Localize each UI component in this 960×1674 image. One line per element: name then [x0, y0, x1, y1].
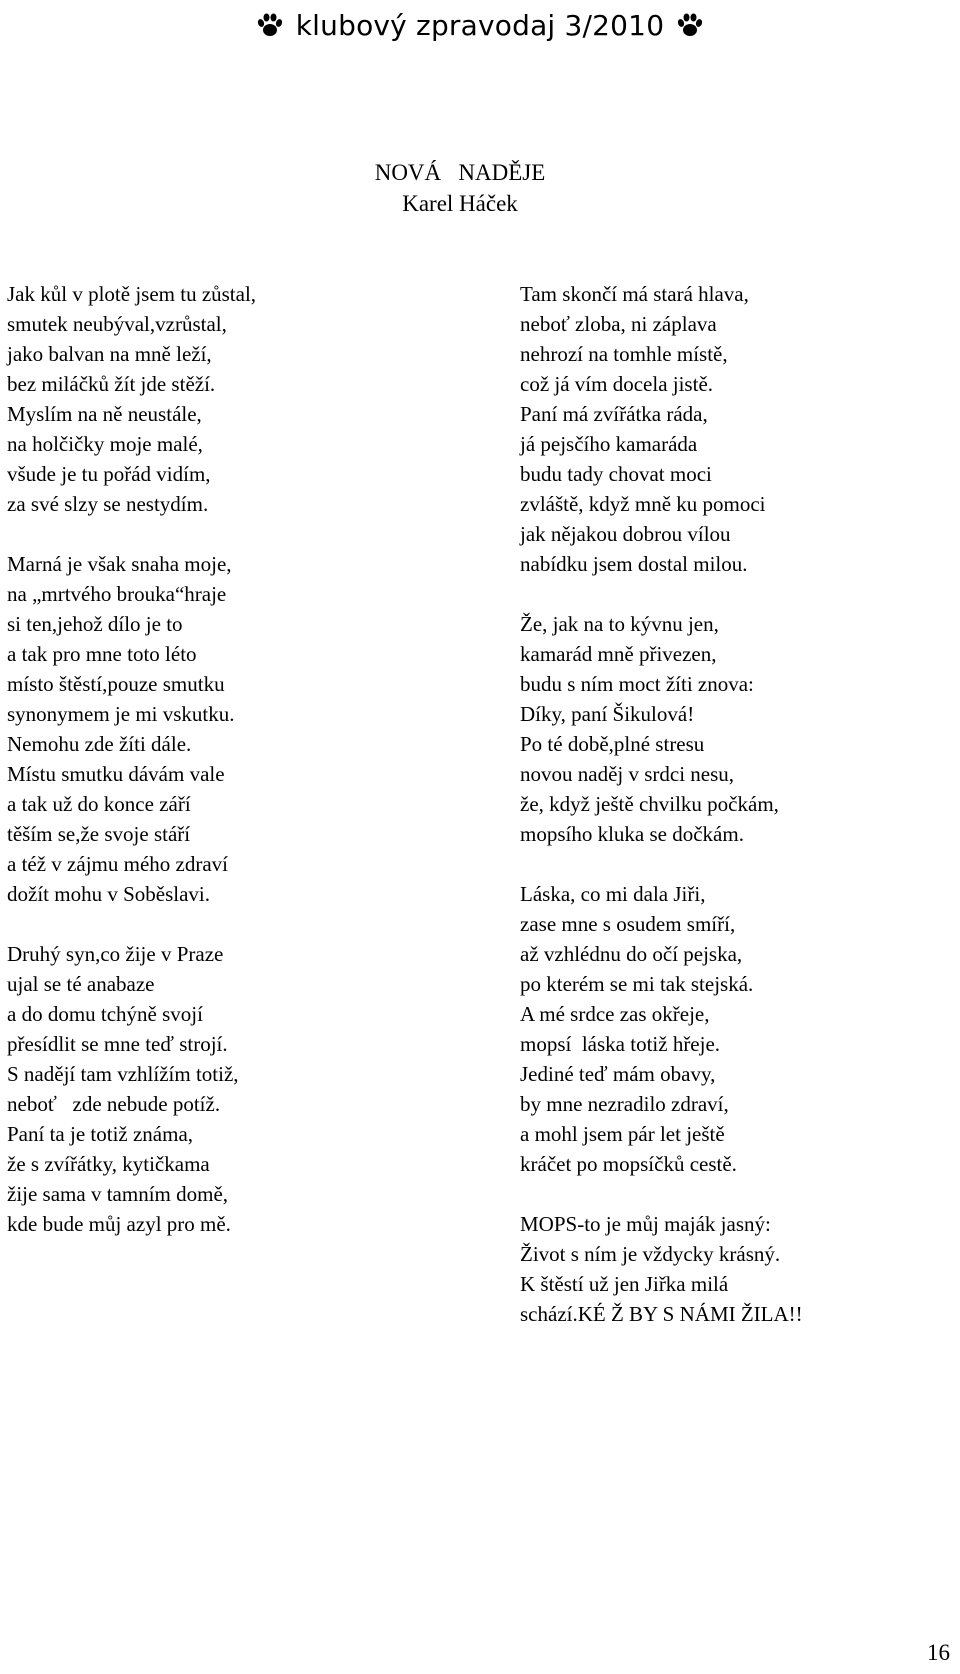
poem-line: Díky, paní Šikulová! — [520, 702, 695, 726]
page-header — [0, 2, 960, 48]
poem-stanza — [520, 1209, 960, 1329]
poem-line: přesídlit se mne teď strojí. — [7, 1032, 228, 1056]
poem-line: což já vím docela jistě. — [520, 372, 714, 396]
poem-line: kamarád mně přivezen, — [520, 642, 717, 666]
poem-line: já pejsčího kamaráda — [520, 432, 698, 456]
poem-line: Místu smutku dávám vale — [7, 762, 225, 786]
poem-line: Že, jak na to kývnu jen, — [520, 612, 719, 636]
poem-line: zase mne s osudem smíří, — [520, 912, 736, 936]
poem-heading — [250, 157, 670, 219]
poem-line: K štěstí už jen Jiřka milá — [520, 1272, 729, 1296]
poem-line: až vzhlédnu do očí pejska, — [520, 942, 743, 966]
poem-stanza — [7, 549, 447, 909]
poem-line: schází.KÉ Ž BY S NÁMI ŽILA!! — [520, 1302, 803, 1326]
page-number: 16 — [927, 1640, 950, 1665]
poem-line: za své slzy se nestydím. — [7, 492, 209, 516]
poem-line: nabídku jsem dostal milou. — [520, 552, 748, 576]
poem-line: Jediné teď mám obavy, — [520, 1062, 716, 1086]
poem-line: by mne nezradilo zdraví, — [520, 1092, 729, 1116]
poem-line: zvláště, když mně ku pomoci — [520, 492, 766, 516]
poem-line: nehrozí na tomhle místě, — [520, 342, 728, 366]
poem-line: že s zvířátky, kytičkama — [7, 1152, 210, 1176]
poem-line: jako balvan na mně leží, — [7, 342, 212, 366]
poem-left-column — [7, 279, 447, 1239]
poem-line: budu s ním moct žíti znova: — [520, 672, 754, 696]
poem-line: Druhý syn,co žije v Praze — [7, 942, 224, 966]
paw-print-icon — [676, 11, 704, 39]
poem-line: dožít mohu v Soběslavi. — [7, 882, 210, 906]
poem-line: že, když ještě chvilku počkám, — [520, 792, 779, 816]
poem-line: a též v zájmu mého zdraví — [7, 852, 228, 876]
poem-line: ujal se té anabaze — [7, 972, 155, 996]
poem-line: Život s ním je vždycky krásný. — [520, 1242, 781, 1266]
poem-author: Karel Háček — [402, 191, 518, 216]
poem-line: Marná je však snaha moje, — [7, 552, 232, 576]
poem-line: Nemohu zde žíti dále. — [7, 732, 192, 756]
poem-stanza — [7, 939, 447, 1239]
poem-line: na „mrtvého brouka“hraje — [7, 582, 227, 606]
poem-line: si ten,jehož dílo je to — [7, 612, 183, 636]
poem-line: MOPS-to je můj maják jasný: — [520, 1212, 771, 1236]
poem-line: kráčet po mopsíčků cestě. — [520, 1152, 737, 1176]
poem-line: jak nějakou dobrou vílou — [520, 522, 731, 546]
paw-print-icon — [256, 11, 284, 39]
poem-line: a do domu tchýně svojí — [7, 1002, 203, 1026]
poem-line: neboť zloba, ni záplava — [520, 312, 717, 336]
poem-line: těším se,že svoje stáří — [7, 822, 191, 846]
poem-line: a mohl jsem pár let ještě — [520, 1122, 725, 1146]
poem-line: neboť zde nebude potíž. — [7, 1092, 221, 1116]
poem-line: všude je tu pořád vidím, — [7, 462, 211, 486]
poem-line: budu tady chovat moci — [520, 462, 712, 486]
poem-line: na holčičky moje malé, — [7, 432, 203, 456]
poem-line: a tak pro mne toto léto — [7, 642, 197, 666]
poem-line: S nadějí tam vzhlížím totiž, — [7, 1062, 239, 1086]
poem-line: synonymem je mi vskutku. — [7, 702, 235, 726]
poem-line: místo štěstí,pouze smutku — [7, 672, 225, 696]
poem-line: a tak už do konce září — [7, 792, 191, 816]
poem-title: NOVÁ NADĚJE — [374, 160, 546, 185]
poem-line: Jak kůl v plotě jsem tu zůstal, — [7, 282, 257, 306]
poem-line: Paní ta je totiž známa, — [7, 1122, 194, 1146]
poem-line: kde bude můj azyl pro mě. — [7, 1212, 231, 1236]
poem-line: Láska, co mi dala Jiři, — [520, 882, 706, 906]
poem-line: A mé srdce zas okřeje, — [520, 1002, 710, 1026]
poem-line: smutek neubýval,vzrůstal, — [7, 312, 227, 336]
poem-line: po kterém se mi tak stejská. — [520, 972, 754, 996]
poem-stanza — [520, 609, 960, 849]
poem-stanza — [520, 879, 960, 1179]
newsletter-title: klubový zpravodaj 3/2010 — [295, 8, 665, 42]
poem-line: Po té době,plné stresu — [520, 732, 705, 756]
poem-line: Paní má zvířátka ráda, — [520, 402, 708, 426]
poem-stanza — [7, 279, 447, 519]
poem-line: Tam skončí má stará hlava, — [520, 282, 749, 306]
poem-line: Myslím na ně neustále, — [7, 402, 202, 426]
poem-stanza — [520, 279, 960, 579]
poem-line: novou naděj v srdci nesu, — [520, 762, 735, 786]
poem-right-column — [520, 279, 960, 1329]
poem-line: mopsí láska totiž hřeje. — [520, 1032, 721, 1056]
poem-line: mopsího kluka se dočkám. — [520, 822, 744, 846]
poem-line: bez miláčků žít jde stěží. — [7, 372, 216, 396]
poem-line: žije sama v tamním domě, — [7, 1182, 229, 1206]
